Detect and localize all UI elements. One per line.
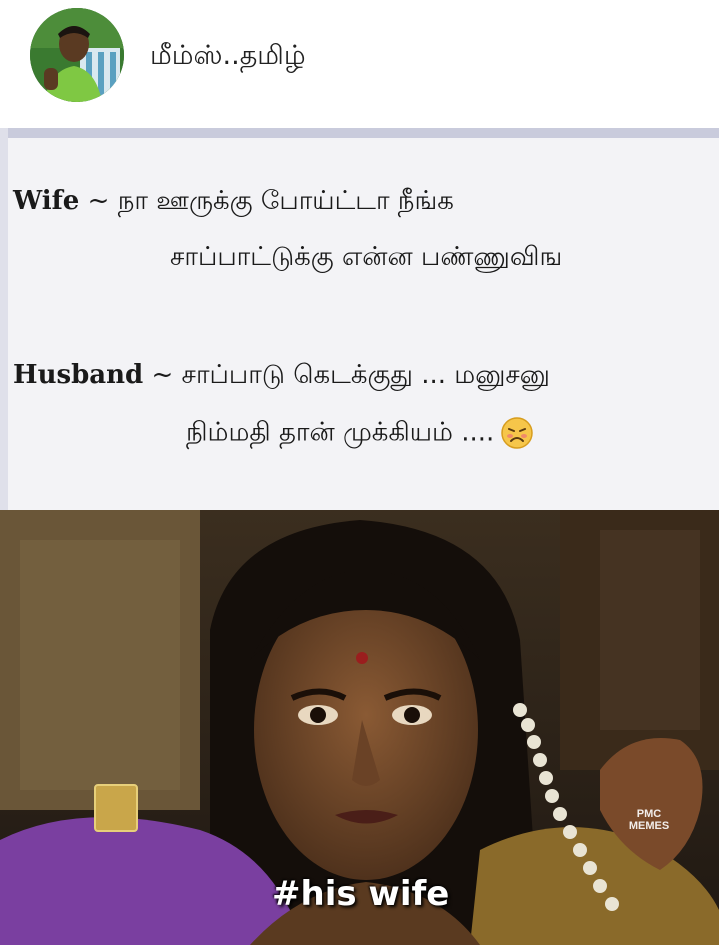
husband-line-2 xyxy=(186,416,534,451)
dialogue-text: நா ஊருக்கு போய்ட்டா நீங்க xyxy=(117,186,454,216)
post-header xyxy=(0,0,719,122)
wife-line-2 xyxy=(170,242,562,275)
meme-image xyxy=(0,128,719,945)
separator: ~ xyxy=(143,360,182,390)
watermark-line: MEMES xyxy=(628,820,670,832)
dialogue-text: சாப்பாடு கெடக்குது ... மனுசனு xyxy=(181,360,550,390)
speaker-husband: Husband xyxy=(13,360,144,390)
watermark-line: PMC xyxy=(636,808,662,820)
page-name[interactable]: மீம்ஸ்..தமிழ் xyxy=(150,40,306,71)
speaker-wife: Wife xyxy=(13,186,80,216)
meme-photo xyxy=(0,510,719,945)
wife-line-1 xyxy=(13,186,454,219)
husband-line-1 xyxy=(13,360,550,393)
meme-caption xyxy=(8,128,719,510)
channel-logo-icon xyxy=(94,784,138,832)
avatar[interactable] xyxy=(30,8,124,102)
separator: ~ xyxy=(79,186,118,216)
sad-face-icon xyxy=(500,416,534,450)
hashtag-caption: #his wife xyxy=(272,874,450,914)
dialogue-text: நிம்மதி தான் முக்கியம் .... xyxy=(186,417,495,448)
watermark xyxy=(624,808,674,832)
dialogue-text: சாப்பாட்டுக்கு என்ன பண்ணுவிங xyxy=(170,242,563,272)
